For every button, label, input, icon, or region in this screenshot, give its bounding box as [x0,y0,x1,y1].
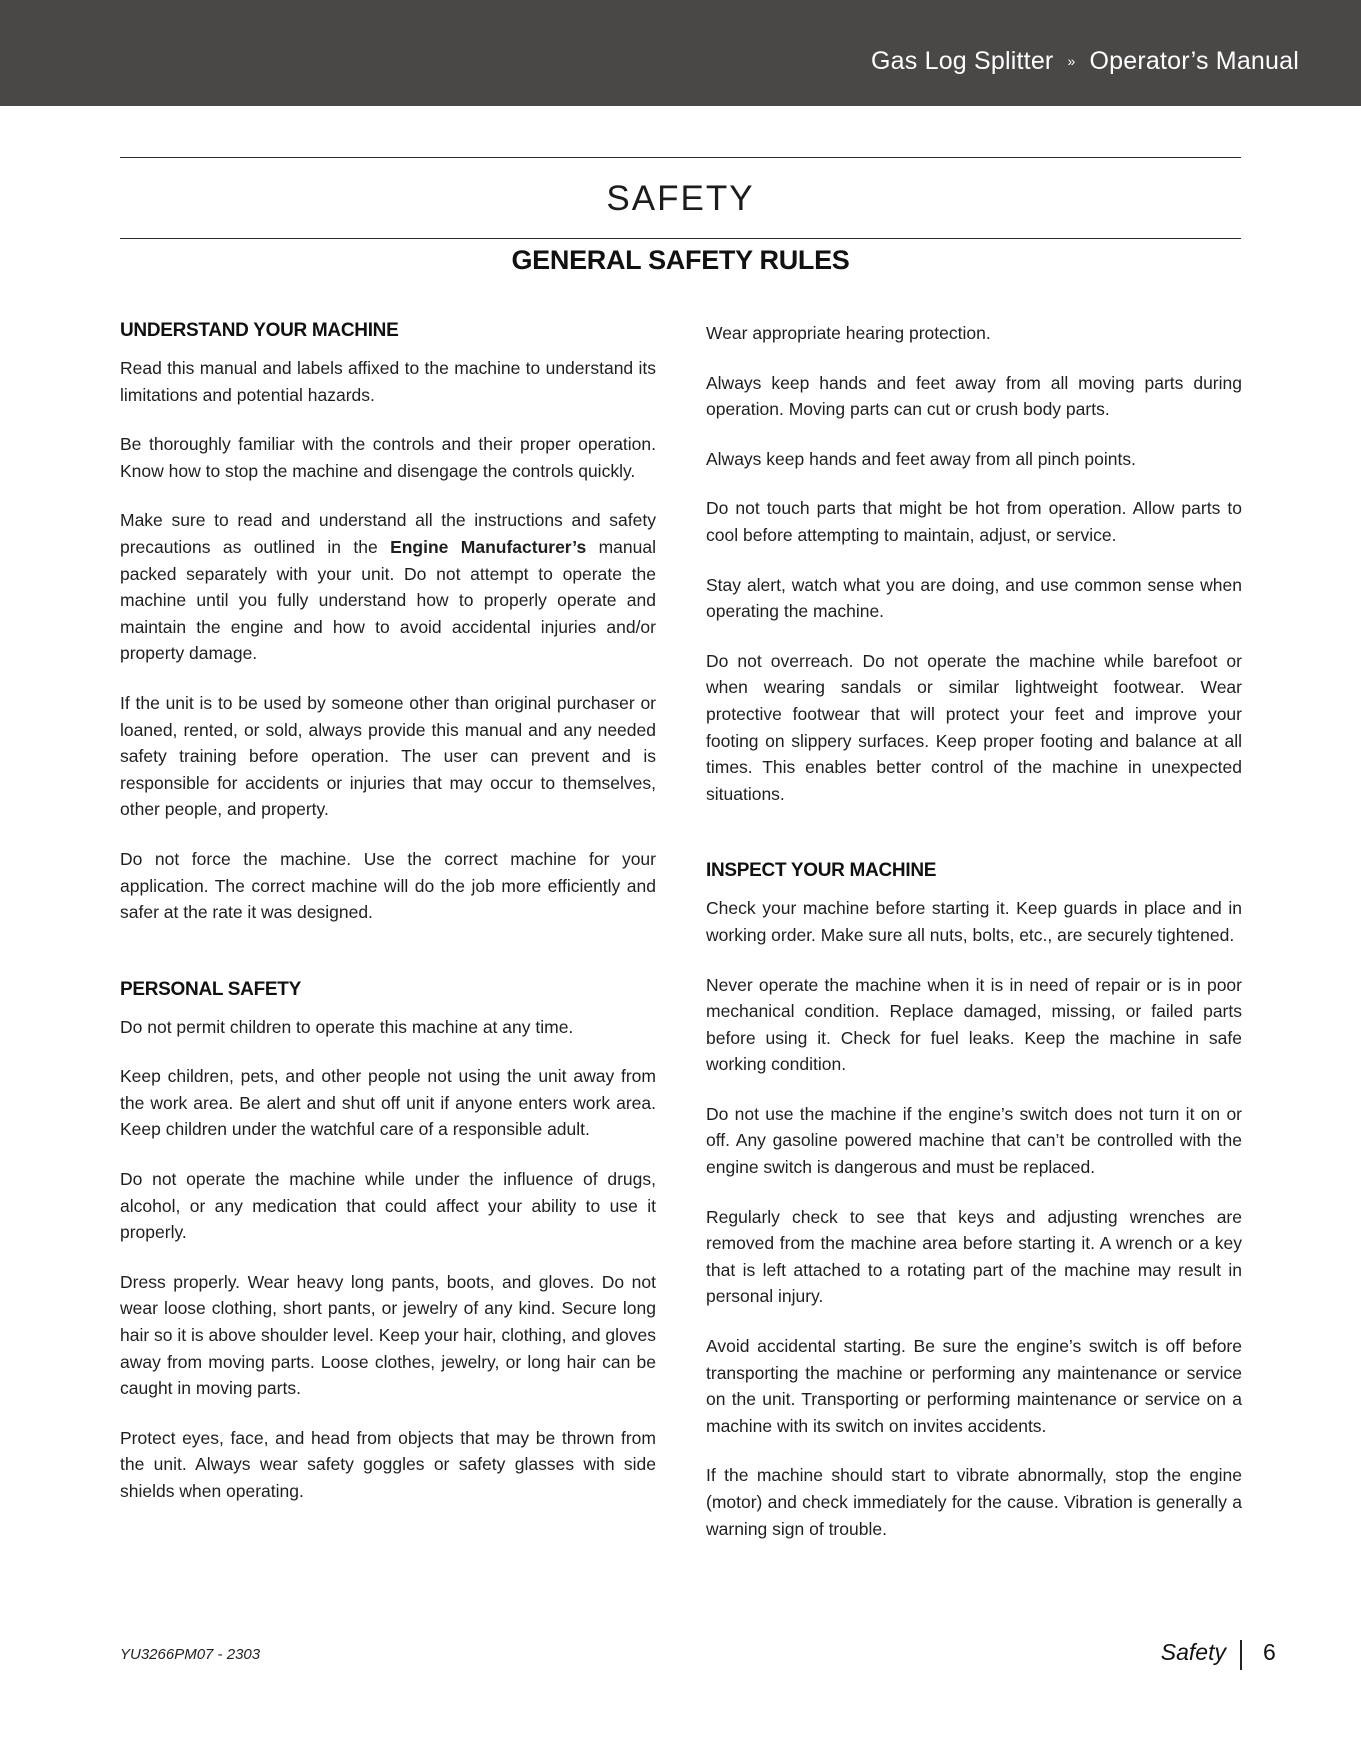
top-rule [120,157,1241,158]
page-number: 6 [1263,1639,1276,1665]
paragraph: Dress properly. Wear heavy long pants, boots, and gloves. Do not wear loose clothing, short pants, or jewelry of any kind. Secure long hair so it is above shoulder level. Keep your hair, clothing, and gloves away from moving parts. Loose clothes, jewelry, or long hair can be caught in moving parts. [120,1271,657,1399]
paragraph: Regularly check to see that keys and adjusting wrenches are removed from the machine area before starting it. A wrench or a key that is left attached to a rotating part of the machine may result in personal injury. [706,1206,1242,1307]
paragraph: Always keep hands and feet away from all pinch points. [706,448,1136,469]
paragraph: Do not permit children to operate this machine at any time. [120,1016,574,1037]
paragraph: Check your machine before starting it. Keep guards in place and in working order. Make sure all nuts, bolts, etc., are securely tightened. [706,898,1242,945]
paragraph: Protect eyes, face, and head from objects that may be thrown from the unit. Always wear safety goggles or safety glasses with side shields when operating. [120,1427,656,1501]
paragraph: Read this manual and labels affixed to the machine to understand its limitations and potential hazards. [120,358,656,405]
paragraph: Never operate the machine when it is in need of repair or is in poor mechanical condition. Replace damaged, missing, or failed parts before using it. Check for fuel leaks. Keep the machine in safe working condition. [706,974,1242,1075]
breadcrumb-product: Gas Log Splitter [871,47,1054,75]
heading-inspect-your-machine: INSPECT YOUR MACHINE [706,860,937,882]
page-title: SAFETY [606,179,755,218]
paragraph: Keep children, pets, and other people not using the unit away from the work area. Be alert and shut off unit if anyone enters work area. Keep children under the watchful care of a responsible adult. [120,1066,656,1140]
page-subtitle: GENERAL SAFETY RULES [511,245,850,275]
paragraph-text: manual packed separately with your unit. Do not attempt to operate the machine until you fully understand how to properly operate and maintain the engine and how to avoid accidental injuries and/or property damage. [120,536,656,664]
paragraph: Do not operate the machine while under the influence of drugs, alcohol, or any medication that could affect your ability to use it properly. [120,1169,656,1243]
left-column [120,320,656,1528]
heading-understand-your-machine: UNDERSTAND YOUR MACHINE [120,320,399,341]
paragraph: If the unit is to be used by someone other than original purchaser or loaned, rented, or sold, always provide this manual and any needed safety training before operation. The user can prevent and is responsible for accidents or injuries that may occur to themselves, other people, and property. [120,692,656,820]
footer-section-name: Safety [1160,1639,1226,1665]
paragraph: Always keep hands and feet away from all moving parts during operation. Moving parts can cut or crush body parts. [706,372,1242,420]
engine-manufacturer-emphasis: Engine Manufacturer’s [390,536,587,557]
heading-personal-safety: PERSONAL SAFETY [120,978,301,1000]
footer-divider [1240,1640,1242,1670]
paragraph: Wear appropriate hearing protection. [706,323,991,343]
paragraph: Do not force the machine. Use the correct machine for your application. The correct machine will do the job more efficiently and safer at the rate it was designed. [120,848,656,923]
paragraph: Avoid accidental starting. Be sure the engine’s switch is off before transporting the machine or performing any maintenance or service on the unit. Transporting or performing maintenance or service on a machine with its switch on invites accidents. [706,1336,1242,1436]
header-bar [0,0,1361,106]
breadcrumb [871,47,1299,76]
paragraph: Do not use the machine if the engine’s switch does not turn it on or off. Any gasoline powered machine that can’t be controlled with the engine switch is dangerous and must be replaced. [706,1103,1242,1178]
breadcrumb-separator-icon: » [1067,53,1076,69]
paragraph-text: Make sure to read and understand all the instructions and safety precautions as outlined in the [120,510,656,557]
paragraph: Do not touch parts that might be hot from operation. Allow parts to cool before attempting to maintain, adjust, or service. [706,498,1242,545]
breadcrumb-manual: Operator’s Manual [1089,47,1299,75]
paragraph [120,507,656,667]
paragraph: Do not overreach. Do not operate the machine while barefoot or when wearing sandals or similar lightweight footwear. Wear protective footwear that will protect your feet and improve your footing on slippery surfaces. Keep proper footing and balance at all times. This enables better control of the machine in unexpected situations. [706,650,1242,804]
paragraph: Be thoroughly familiar with the controls and their proper operation. Know how to stop the machine and disengage the controls quickly. [120,434,656,481]
paragraph: If the machine should start to vibrate abnormally, stop the engine (motor) and check immediately for the cause. Vibration is generally a warning sign of trouble. [706,1465,1242,1539]
paragraph: Stay alert, watch what you are doing, and use common sense when operating the machine. [706,574,1242,622]
title-rule [120,238,1241,239]
document-code: YU3266PM07 - 2303 [120,1646,261,1663]
right-column [706,320,1242,1565]
